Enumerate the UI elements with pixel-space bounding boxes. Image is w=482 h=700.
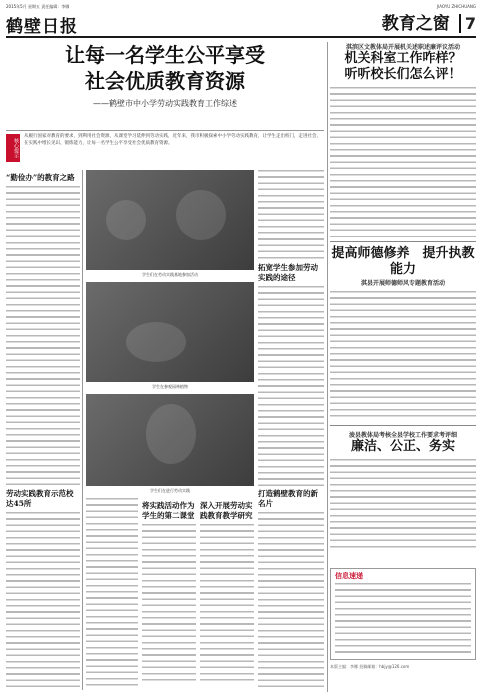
news-brief-body [335,583,471,657]
section-heading-6: 打造鹤壁教育的新名片 [258,489,318,508]
news-brief-box [330,568,476,660]
right-rail [330,42,476,549]
section-heading-2: 劳动实践教育示范校达45所 [6,489,74,508]
text-block [335,583,471,657]
text-block [6,512,80,690]
masthead [6,4,476,38]
section-heading-4: 将实践活动作为学生的第二课堂 [142,501,195,520]
divider [330,425,476,426]
story2-subtitle: 淇县开展师德师风专题教育活动 [360,280,445,287]
photo-caption-1: 学生们在劳动实践基地参加活动 [142,272,198,277]
intro-tag: 核心提示 [6,134,20,162]
section-heading-3: 拓宽学生参加劳动实践的途径 [258,263,318,282]
photo-students-plants [86,282,254,382]
article-column-2 [258,170,324,690]
photo-students-base [86,170,254,270]
section-title: 教育之窗 [381,14,450,34]
section-pinyin: JIAOYU ZHICHUANG [436,4,476,9]
section-heading-1: “勤俭办”的教育之路 [6,173,75,182]
text-block [330,291,476,421]
lead-title-line2: 社会优质教育资源 [85,69,245,93]
text-block [142,524,196,684]
story3-body [330,459,476,549]
story1-kicker: 淇滨区文教体局开展机关述职述廉评议活动 [345,44,460,51]
story2-body [330,291,476,421]
column-divider [82,170,83,690]
page-number: 7 [459,14,476,33]
text-block [86,498,138,690]
text-block [258,512,324,690]
section-heading-5: 深入开展劳动实践教育教学研究 [200,501,253,520]
text-block [330,87,476,237]
news-brief-heading: 信息速递 [335,572,363,580]
rail-divider [327,42,328,692]
date-line: 2015年5月 星期五 责任编辑：李娜 [6,4,70,9]
story2-title: 提高师德修养 提升执教能力 [331,246,475,277]
photo-caption-2: 学生在参观园林植物 [152,384,188,389]
lead-headline [6,42,324,166]
photo-students-practice [86,394,254,486]
lead-title-line1: 让每一名学生公平享受 [65,43,265,67]
story1-title-line2: 听听校长们怎么评！ [344,67,462,82]
page-footer: 本版主编：李娜 投稿邮箱：hbjy@126.com [330,664,410,669]
text-block [258,286,324,486]
text-block [6,186,80,486]
article-column-1 [6,170,80,690]
story3-title: 廉洁、公正、务实 [350,439,455,454]
story1-title-line1: 机关科室工作咋样？ [344,51,462,66]
story1-body [330,87,476,237]
article-column-4 [142,498,196,690]
intro-text: 从履行国家对教育的要求，到利用社会资源，从课堂学习延伸到劳动实践，近年来，我市积极探索中小学劳动实践教育，让学生走出校门，走进社会，在实践中增长见识、锻炼能力，让每一名学生公平享受社会优质教育资源。 [24,134,321,146]
lead-intro [6,130,324,164]
lead-subtitle: ——鹤壁市中小学劳动实践教育工作综述 [93,99,237,108]
divider [330,241,476,242]
text-block [200,524,254,684]
article-column-5 [200,498,254,690]
newspaper-logo: 鹤壁日报 [6,17,78,37]
text-block [330,459,476,549]
text-block [258,170,324,260]
article-column-3 [86,498,138,690]
section-header [382,4,476,34]
photo-caption-3: 学生们在进行劳动实践 [150,488,190,493]
story3-kicker: 浚县教体局考核全县学校工作要求考评细 [348,432,457,439]
